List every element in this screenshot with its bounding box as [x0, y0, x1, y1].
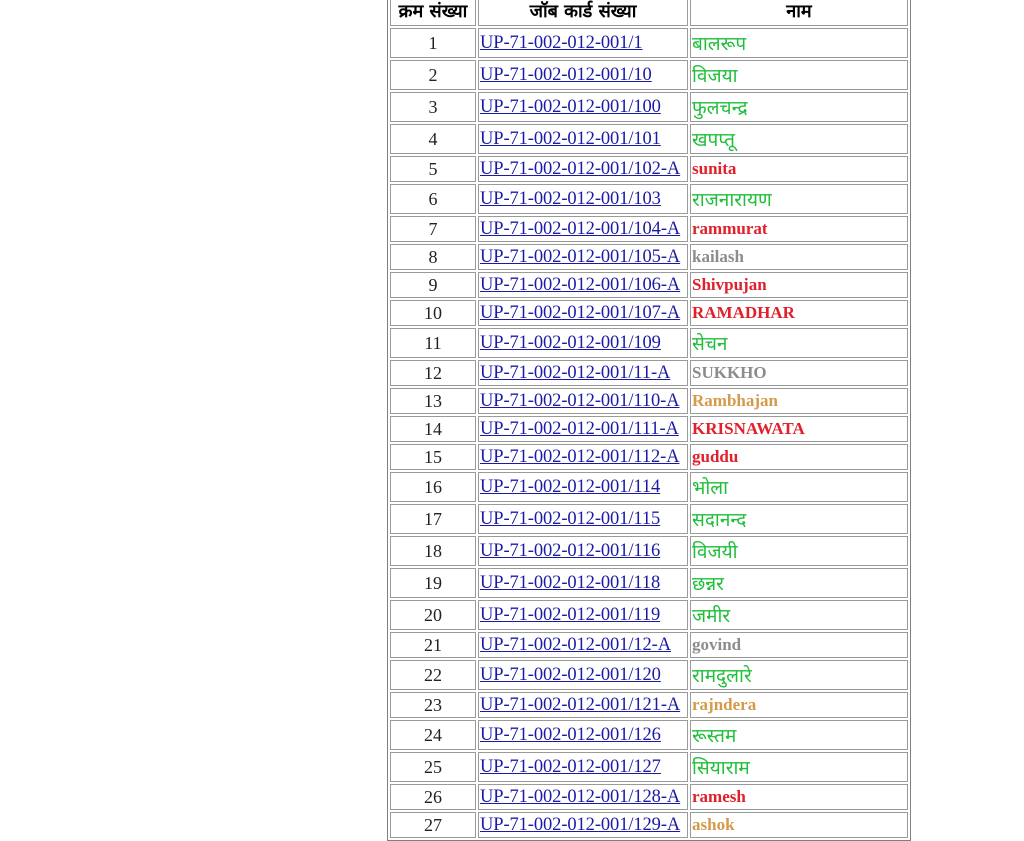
job-card-link[interactable]: UP-71-002-012-001/105-A [480, 246, 681, 267]
worker-name: सदानन्द [692, 509, 747, 531]
worker-name: guddu [692, 447, 739, 466]
name-cell [690, 328, 908, 358]
name-cell [690, 504, 908, 534]
table-row [390, 388, 908, 414]
job-card-table-container [387, 0, 911, 841]
name-cell [690, 472, 908, 502]
job-card-link[interactable]: UP-71-002-012-001/127 [480, 756, 661, 777]
table-row [390, 504, 908, 534]
table-row [390, 244, 908, 270]
name-cell [690, 156, 908, 182]
worker-name: बालरूप [692, 33, 747, 55]
worker-name: ashok [692, 815, 735, 834]
job-card-cell [478, 92, 688, 122]
serial-number-cell: 7 [390, 216, 476, 242]
table-header-row [390, 0, 908, 26]
table-row [390, 328, 908, 358]
worker-name: rajndera [692, 695, 757, 714]
table-row [390, 812, 908, 838]
serial-number-cell: 21 [390, 632, 476, 658]
table-row [390, 184, 908, 214]
job-card-link[interactable]: UP-71-002-012-001/121-A [480, 694, 681, 715]
job-card-cell [478, 328, 688, 358]
name-cell [690, 92, 908, 122]
table-row [390, 568, 908, 598]
worker-name: Shivpujan [692, 275, 767, 294]
job-card-cell [478, 360, 688, 386]
table-row [390, 156, 908, 182]
table-row [390, 272, 908, 298]
job-card-link[interactable]: UP-71-002-012-001/120 [480, 664, 661, 685]
job-card-cell [478, 388, 688, 414]
job-card-cell [478, 124, 688, 154]
job-card-link[interactable]: UP-71-002-012-001/101 [480, 128, 661, 149]
name-cell [690, 692, 908, 718]
job-card-cell [478, 300, 688, 326]
serial-number-cell: 8 [390, 244, 476, 270]
job-card-link[interactable]: UP-71-002-012-001/106-A [480, 274, 681, 295]
job-card-cell [478, 504, 688, 534]
table-row [390, 28, 908, 58]
worker-name: kailash [692, 247, 744, 266]
worker-name: ramesh [692, 787, 746, 806]
name-cell [690, 784, 908, 810]
job-card-link[interactable]: UP-71-002-012-001/102-A [480, 158, 681, 179]
serial-number-cell: 14 [390, 416, 476, 442]
job-card-cell [478, 472, 688, 502]
serial-number-cell: 5 [390, 156, 476, 182]
table-row [390, 360, 908, 386]
job-card-link[interactable]: UP-71-002-012-001/126 [480, 724, 661, 745]
job-card-link[interactable]: UP-71-002-012-001/1 [480, 32, 643, 53]
serial-number-cell: 23 [390, 692, 476, 718]
name-cell [690, 416, 908, 442]
worker-name: rammurat [692, 219, 768, 238]
serial-number-cell: 12 [390, 360, 476, 386]
job-card-link[interactable]: UP-71-002-012-001/128-A [480, 786, 681, 807]
serial-number-cell: 3 [390, 92, 476, 122]
worker-name: जमीर [692, 605, 731, 627]
job-card-link[interactable]: UP-71-002-012-001/104-A [480, 218, 681, 239]
worker-name: छन्नर [692, 573, 724, 595]
serial-number-cell: 27 [390, 812, 476, 838]
name-cell [690, 568, 908, 598]
serial-number-cell: 16 [390, 472, 476, 502]
worker-name: विजया [692, 65, 738, 87]
worker-name: विजयी [692, 541, 738, 563]
job-card-link[interactable]: UP-71-002-012-001/116 [480, 540, 661, 561]
serial-number-cell: 1 [390, 28, 476, 58]
job-card-cell [478, 568, 688, 598]
job-card-cell [478, 444, 688, 470]
job-card-link[interactable]: UP-71-002-012-001/10 [480, 64, 652, 85]
serial-number-cell: 19 [390, 568, 476, 598]
job-card-link[interactable]: UP-71-002-012-001/103 [480, 188, 661, 209]
worker-name: Rambhajan [692, 391, 778, 410]
table-row [390, 92, 908, 122]
name-cell [690, 536, 908, 566]
job-card-cell [478, 60, 688, 90]
header-name: नाम [690, 0, 908, 26]
name-cell [690, 28, 908, 58]
name-cell [690, 388, 908, 414]
worker-name: खपप्तू [692, 129, 736, 151]
worker-name: फुलचन्द्र [692, 97, 748, 119]
serial-number-cell: 4 [390, 124, 476, 154]
worker-name: भोला [692, 477, 729, 499]
job-card-cell [478, 784, 688, 810]
job-card-link[interactable]: UP-71-002-012-001/118 [480, 572, 661, 593]
worker-name: राजनारायण [692, 189, 772, 211]
table-row [390, 692, 908, 718]
job-card-table [387, 0, 911, 841]
job-card-cell [478, 660, 688, 690]
table-body [390, 28, 908, 838]
table-row [390, 752, 908, 782]
name-cell [690, 272, 908, 298]
worker-name: sunita [692, 159, 737, 178]
table-row [390, 444, 908, 470]
job-card-cell [478, 28, 688, 58]
job-card-link[interactable]: UP-71-002-012-001/12-A [480, 634, 672, 655]
name-cell [690, 752, 908, 782]
job-card-cell [478, 720, 688, 750]
table-row [390, 124, 908, 154]
header-serial-number: क्रम संख्या [390, 0, 476, 26]
name-cell [690, 812, 908, 838]
job-card-link[interactable]: UP-71-002-012-001/11-A [480, 362, 671, 383]
name-cell [690, 124, 908, 154]
serial-number-cell: 22 [390, 660, 476, 690]
job-card-cell [478, 184, 688, 214]
name-cell [690, 60, 908, 90]
name-cell [690, 360, 908, 386]
job-card-cell [478, 216, 688, 242]
name-cell [690, 244, 908, 270]
table-row [390, 300, 908, 326]
serial-number-cell: 13 [390, 388, 476, 414]
worker-name: govind [692, 635, 742, 654]
table-row [390, 784, 908, 810]
table-row [390, 216, 908, 242]
name-cell [690, 444, 908, 470]
job-card-link[interactable]: UP-71-002-012-001/119 [480, 604, 661, 625]
table-row [390, 416, 908, 442]
job-card-link[interactable]: UP-71-002-012-001/110-A [480, 390, 680, 411]
worker-name: RAMADHAR [692, 303, 795, 322]
worker-name: सियाराम [692, 757, 750, 779]
serial-number-cell: 25 [390, 752, 476, 782]
job-card-cell [478, 812, 688, 838]
job-card-cell [478, 752, 688, 782]
job-card-cell [478, 244, 688, 270]
name-cell [690, 720, 908, 750]
name-cell [690, 632, 908, 658]
job-card-link[interactable]: UP-71-002-012-001/115 [480, 508, 661, 529]
job-card-link[interactable]: UP-71-002-012-001/109 [480, 332, 661, 353]
job-card-link[interactable]: UP-71-002-012-001/112-A [480, 446, 680, 467]
name-cell [690, 660, 908, 690]
job-card-cell [478, 156, 688, 182]
table-row [390, 60, 908, 90]
job-card-link[interactable]: UP-71-002-012-001/111-A [480, 418, 679, 439]
serial-number-cell: 15 [390, 444, 476, 470]
table-row [390, 632, 908, 658]
job-card-cell [478, 692, 688, 718]
table-row [390, 720, 908, 750]
table-row [390, 600, 908, 630]
job-card-cell [478, 536, 688, 566]
serial-number-cell: 17 [390, 504, 476, 534]
serial-number-cell: 26 [390, 784, 476, 810]
name-cell [690, 300, 908, 326]
table-row [390, 536, 908, 566]
worker-name: सेचन [692, 333, 728, 355]
job-card-link[interactable]: UP-71-002-012-001/129-A [480, 814, 681, 835]
header-job-card-number: जॉब कार्ड संख्या [478, 0, 688, 26]
worker-name: रामदुलारे [692, 665, 752, 687]
name-cell [690, 216, 908, 242]
worker-name: रूस्तम [692, 725, 737, 747]
serial-number-cell: 10 [390, 300, 476, 326]
table-row [390, 660, 908, 690]
job-card-cell [478, 272, 688, 298]
serial-number-cell: 6 [390, 184, 476, 214]
name-cell [690, 600, 908, 630]
serial-number-cell: 9 [390, 272, 476, 298]
serial-number-cell: 11 [390, 328, 476, 358]
serial-number-cell: 2 [390, 60, 476, 90]
job-card-cell [478, 416, 688, 442]
table-row [390, 472, 908, 502]
serial-number-cell: 20 [390, 600, 476, 630]
job-card-cell [478, 632, 688, 658]
name-cell [690, 184, 908, 214]
serial-number-cell: 18 [390, 536, 476, 566]
serial-number-cell: 24 [390, 720, 476, 750]
worker-name: SUKKHO [692, 363, 767, 382]
worker-name: KRISNAWATA [692, 419, 805, 438]
job-card-link[interactable]: UP-71-002-012-001/114 [480, 476, 661, 497]
job-card-link[interactable]: UP-71-002-012-001/100 [480, 96, 661, 117]
job-card-link[interactable]: UP-71-002-012-001/107-A [480, 302, 681, 323]
job-card-cell [478, 600, 688, 630]
